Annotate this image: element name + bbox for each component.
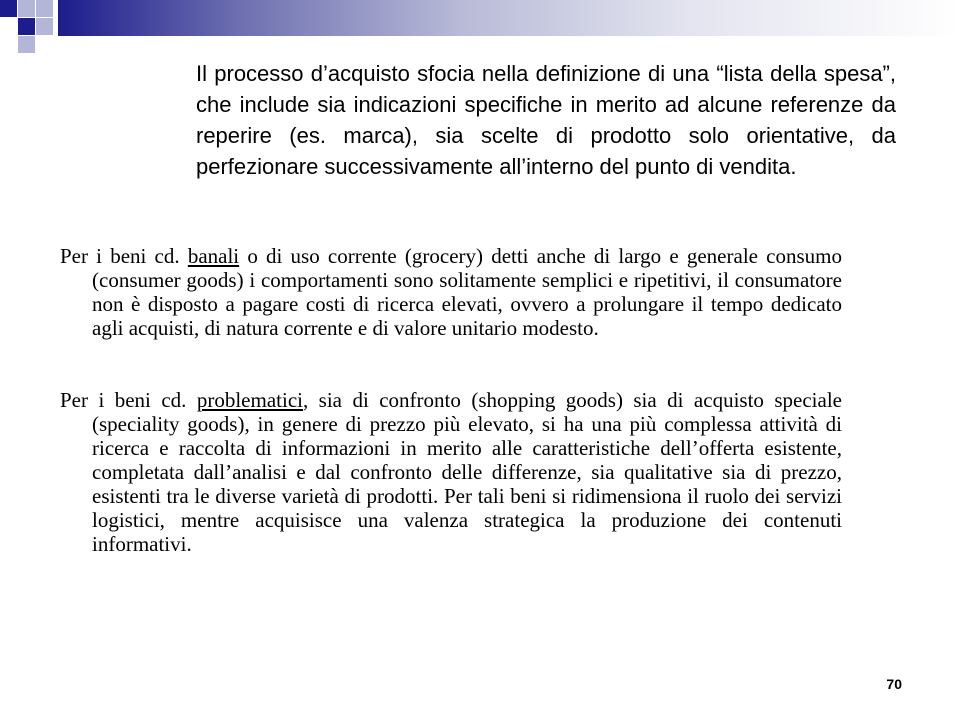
underlined-term: problematici — [196, 388, 303, 412]
paragraph-text: , sia di confronto (shopping goods) sia di acquisto speciale (speciality goods), in genere di prezzo più elevato, si ha una più complessa attività di ricerca e raccolta di informazioni in merito alle caratteristiche dell’offerta esistente, completata dall’analisi e dal confronto delle differenze, sia qualitative sia di prezzo, esistenti tra le diverse varietà di prodotti. Per tali beni si ridimensiona il ruolo dei servizi logistici, mentre acquisisce una valenza strategica la produzione dei contenuti informativi. — [92, 388, 842, 556]
slide-body — [60, 244, 842, 556]
decor-square — [18, 36, 35, 53]
page-number: 70 — [886, 676, 902, 692]
slide-title: Il processo d’acquisto sfocia nella definizione di una “lista della spesa”, che include sia indicazioni specifiche in merito ad alcune referenze da reperire (es. marca), sia scelte di prodotto solo orientative, da perfezionare successivamente all’interno del punto di vendita. — [196, 61, 896, 179]
underlined-term: banali — [187, 244, 240, 268]
decor-square — [36, 0, 53, 17]
paragraph-problematici — [60, 388, 842, 556]
header-gradient-band — [58, 0, 960, 36]
decor-square — [0, 0, 17, 17]
decor-square — [36, 18, 53, 35]
corner-decoration — [0, 0, 60, 56]
paragraph-text: Per i beni cd. — [60, 244, 188, 268]
decor-square — [18, 0, 35, 17]
paragraph-banali — [60, 244, 842, 340]
paragraph-text: Per i beni cd. — [60, 388, 197, 412]
decor-square — [18, 18, 35, 35]
paragraph-text: o di uso corrente (grocery) detti anche di largo e generale consumo (consumer goods) i comportamenti sono solitamente semplici e ripetitivi, il consumatore non è disposto a pagare costi di ricerca elevati, ovvero a prolungare il tempo dedicato agli acquisti, di natura corrente e di valore unitario modesto. — [92, 244, 842, 340]
